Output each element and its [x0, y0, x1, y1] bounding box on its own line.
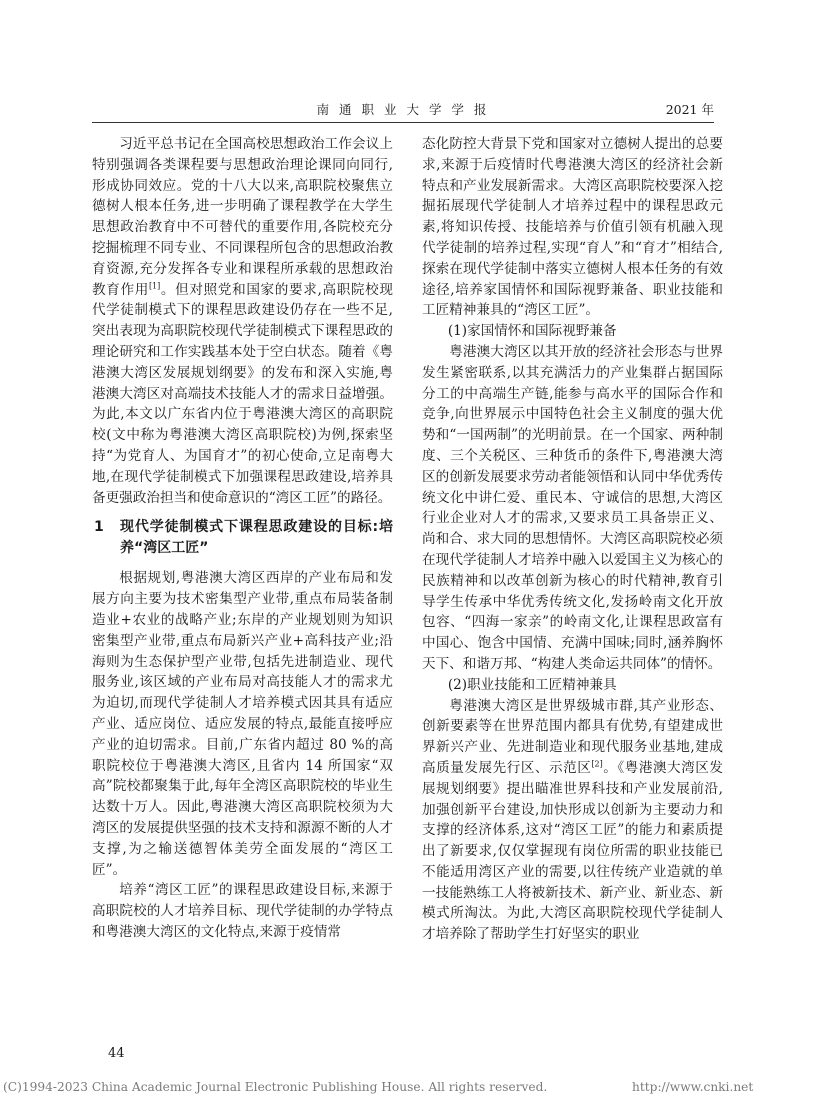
- journal-year: 2021 年: [665, 102, 714, 117]
- section-title: 现代学徒制模式下课程思政建设的目标:培养“湾区工匠”: [120, 519, 393, 557]
- section-heading: [92, 517, 393, 559]
- citation-2[interactable]: [2]: [591, 759, 603, 769]
- body-paragraph: 根据规划,粤港澳大湾区西岸的产业布局和发展方向主要为技术密集型产业带,重点布局装备制造业+农业的战略产业;东岸的产业规划则为知识密集型产业带,重点布局新兴产业+高科技产业;沿海则为生态保护型产业带,包括先进制造业、现代服务业,该区域的产业布局对高技能人才的需求尤为迫切,而现代学徒制人才培养模式因其具有适应产业、适应岗位、适应发展的特点,最能直接呼应产业的迫切需求。目前,广东省内超过 80 %的高职院校位于粤港澳大湾区,且省内 14 所国家“双高”院校都聚集于此,每年全湾区高职院校的毕业生达数十万人。因此,粤港澳大湾区高职院校须为大湾区的发展提供坚强的技术支持和源源不断的人才支撑,为之输送德智体美劳全面发展的“湾区工匠”。: [92, 570, 393, 878]
- website-link[interactable]: http://www.cnki.net: [632, 1080, 754, 1094]
- body-paragraph: 粤港澳大湾区以其开放的经济社会形态与世界发生紧密联系,以其充满活力的产业集群占据国际分工的中高端生产链,能参与高水平的国际合作和竞争,向世界展示中国特色社会主义制度的强大优势和“一国两制”的光明前景。在一个国家、两种制度、三个关税区、三种货币的条件下,粤港澳大湾区的创新发展要求劳动者能领悟和认同中华优秀传统文化中讲仁爱、重民本、守诚信的思想,大湾区行业企业对人才的需求,又要求员工具备崇正义、尚和合、求大同的思想情怀。大湾区高职院校必须在现代学徒制人才培养中融入以爱国主义为核心的民族精神和以改革创新为核心的时代精神,教育引导学生传承中华优秀传统文化,发扬岭南文化开放包容、“四海一家亲”的岭南文化,让课程思政富有中国心、饱含中国情、充满中国味;同时,涵养胸怀天下、和谐万邦、“构建人类命运共同体”的情怀。: [422, 343, 723, 672]
- copyright-text: (C)1994-2023 China Academic Journal Electronic Publishing House. All rights reserved.: [3, 1080, 548, 1094]
- body-paragraph: 态化防控大背景下党和国家对立德树人提出的总要求,来源于后疫情时代粤港澳大湾区的经济社会新特点和产业发展新需求。大湾区高职院校要深入挖掘拓展现代学徒制人才培养过程中的课程思政元素,将知识传授、技能培养与价值引领有机融入现代学徒制的培养过程,实现“育人”和“育才”相结合,探索在现代学徒制中落实立德树人根本任务的有效途径,培养家国情怀和国际视野兼备、职业技能和工匠精神兼具的“湾区工匠”。: [422, 136, 723, 319]
- body-text-tail: 。《粤港澳大湾区发展规划纲要》提出瞄准世界科技和产业发展前沿,加强创新平台建设,加快形成以创新为主要动力和支撑的经济体系,这对“湾区工匠”的能力和素质提出了新要求,仅仅掌握现有岗位所需的职业技能已不能适用湾区产业的需要,以往传统产业造就的单一技能熟练工人将被新技术、新产业、新业态、新模式所淘汰。为此,大湾区高职院校现代学徒制人才培养除了帮助学生打好坚实的职业: [422, 759, 724, 943]
- left-column: [92, 134, 393, 943]
- right-column: [422, 134, 723, 945]
- subsection-heading: (2)职业技能和工匠精神兼具: [447, 676, 617, 693]
- body-paragraph: [422, 696, 723, 946]
- body-paragraph: 培养“湾区工匠”的课程思政建设目标,来源于高职院校的人才培养目标、现代学徒制的办学特点和粤港澳大湾区的文化特点,来源于疫情常: [92, 882, 393, 940]
- intro-text-tail: 。但对照党和国家的要求,高职院校现代学徒制模式下的课程思政建设仍存在一些不足,突出表现为高职院校现代学徒制模式下课程思政的理论研究和工作实践基本处于空白状态。随着《粤港澳大湾区发展规划纲要》的发布和深入实施,粤港澳大湾区对高端技术技能人才的需求日益增强。为此,本文以广东省内位于粤港澳大湾区的高职院校(文中称为粤港澳大湾区高职院校)为例,探索坚持“为党育人、为国育才”的初心使命,立足南粤大地,在现代学徒制模式下加强课程思政建设,培养具备更强政治担当和使命意识的“湾区工匠”的路径。: [92, 281, 393, 506]
- subsection-heading: (1)家国情怀和国际视野兼备: [447, 323, 617, 340]
- body-text: 粤港澳大湾区是世界级城市群,其产业形态、创新要素等在世界范围内都具有优势,有望建成世界新兴产业、先进制造业和现代服务业基地,建成高质量发展先行区、示范区: [422, 697, 723, 776]
- citation-1[interactable]: [1]: [148, 281, 161, 291]
- page-number: 44: [108, 1046, 125, 1061]
- intro-text: 习近平总书记在全国高校思想政治工作会议上特别强调各类课程要与思想政治理论课同向同行,形成协同效应。党的十八大以来,高职院校聚焦立德树人根本任务,进一步明确了课程教学在大学生思想政治教育中不可替代的重要作用,各院校充分挖掘梳理不同专业、不同课程所包含的思想政治教育资源,充分发挥各专业和课程所承载的思想政治教育作用: [92, 136, 393, 298]
- intro-paragraph: [92, 134, 393, 508]
- section-number: 1: [94, 519, 104, 536]
- journal-title: 南 通 职 业 大 学 学 报: [316, 102, 490, 117]
- running-header: [92, 100, 714, 123]
